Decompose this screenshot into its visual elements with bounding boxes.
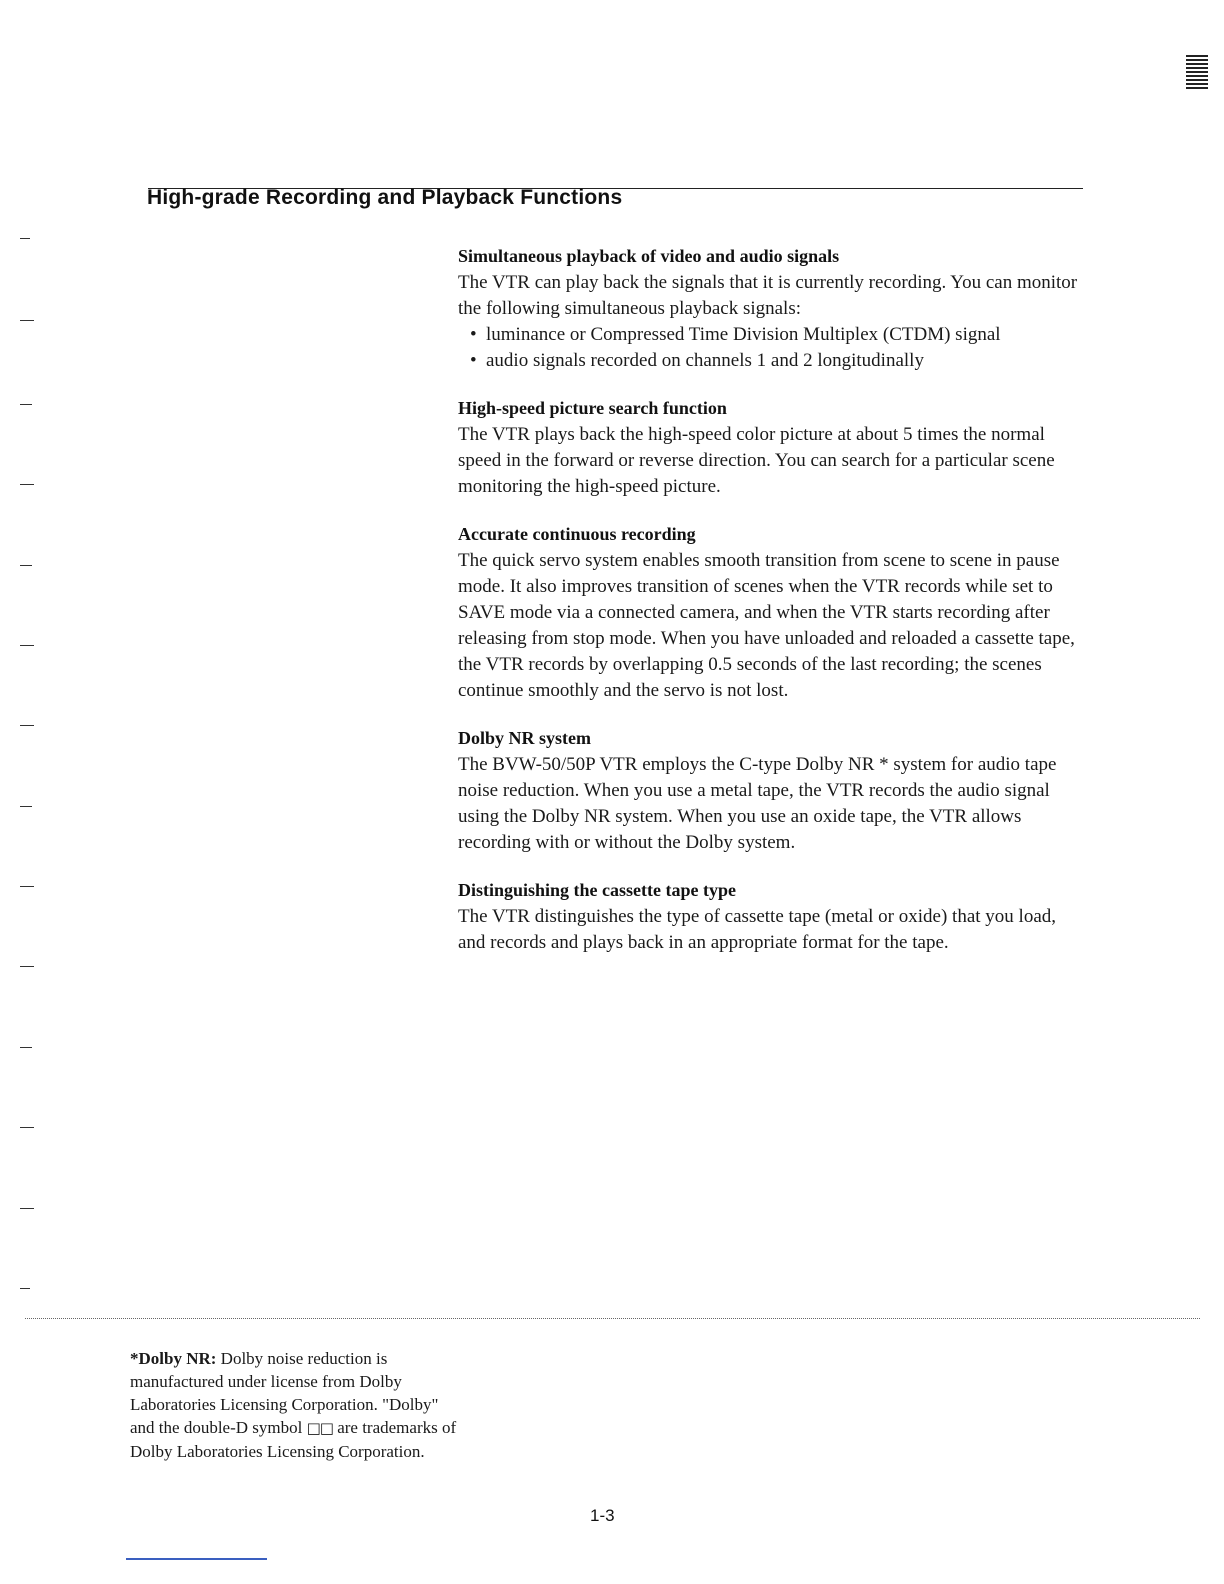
section-body: The quick servo system enables smooth transition from scene to scene in pause mode. It also improves transition of scenes when the VTR records while set to SAVE mode via a connected camera, and when the VTR starts recording after releasing from stop mode. When you have unloaded and reloaded a cassette tape, the VTR records by overlapping 0.5 seconds of the last recording; the scenes continue smoothly and the servo is not lost. <box>458 550 1075 701</box>
section-body: The VTR can play back the signals that it is currently recording. You can monitor the following simultaneous playback signals: <box>458 272 1078 319</box>
section-heading: Dolby NR system <box>458 728 591 748</box>
section-high-speed-search <box>458 396 1078 500</box>
bullet-item: • audio signals recorded on channels 1 and 2 longitudinally <box>470 348 1078 374</box>
page-title: High-grade Recording and Playback Functions <box>147 186 623 209</box>
page-number: 1-3 <box>590 1506 615 1525</box>
section-heading: Distinguishing the cassette tape type <box>458 880 736 900</box>
section-dolby-nr <box>458 726 1078 856</box>
section-heading: Simultaneous playback of video and audio signals <box>458 246 840 266</box>
footnote-body: Dolby noise reduction is manufactured under license from Dolby Laboratories Licensing Corporation. "Dolby" and the double-D symbol <box>130 1349 439 1437</box>
section-body: The BVW-50/50P VTR employs the C-type Dolby NR * system for audio tape noise reduction. When you use a metal tape, the VTR records the audio signal using the Dolby NR system. When you use an oxide tape, the VTR allows recording with or without the Dolby system. <box>458 754 1057 853</box>
bottom-rule <box>126 1558 267 1560</box>
section-continuous-recording <box>458 522 1078 704</box>
footnote-text <box>130 1347 460 1463</box>
footnote <box>130 1347 460 1463</box>
bullet-list <box>458 322 1078 374</box>
bullet-item: • luminance or Compressed Time Division Multiplex (CTDM) signal <box>470 322 1078 348</box>
section-body: The VTR plays back the high-speed color picture at about 5 times the normal speed in the forward or reverse direction. You can search for a particular scene monitoring the high-speed picture. <box>458 424 1055 497</box>
section-heading: Accurate continuous recording <box>458 524 696 544</box>
footnote-separator <box>25 1318 1200 1319</box>
feature-list <box>458 244 1078 978</box>
section-heading: High-speed picture search function <box>458 398 727 418</box>
footnote-body-end: are trademarks of Dolby Laboratories Licensing Corporation. <box>130 1418 457 1461</box>
chapter-thumb-tab <box>1186 55 1208 91</box>
double-d-icon: □□ <box>306 1419 333 1437</box>
section-body: The VTR distinguishes the type of cassette tape (metal or oxide) that you load, and records and plays back in an appropriate format for the tape. <box>458 906 1056 953</box>
section-simultaneous-playback <box>458 244 1078 374</box>
footnote-lead: *Dolby NR: <box>130 1349 217 1368</box>
section-tape-type <box>458 878 1078 956</box>
